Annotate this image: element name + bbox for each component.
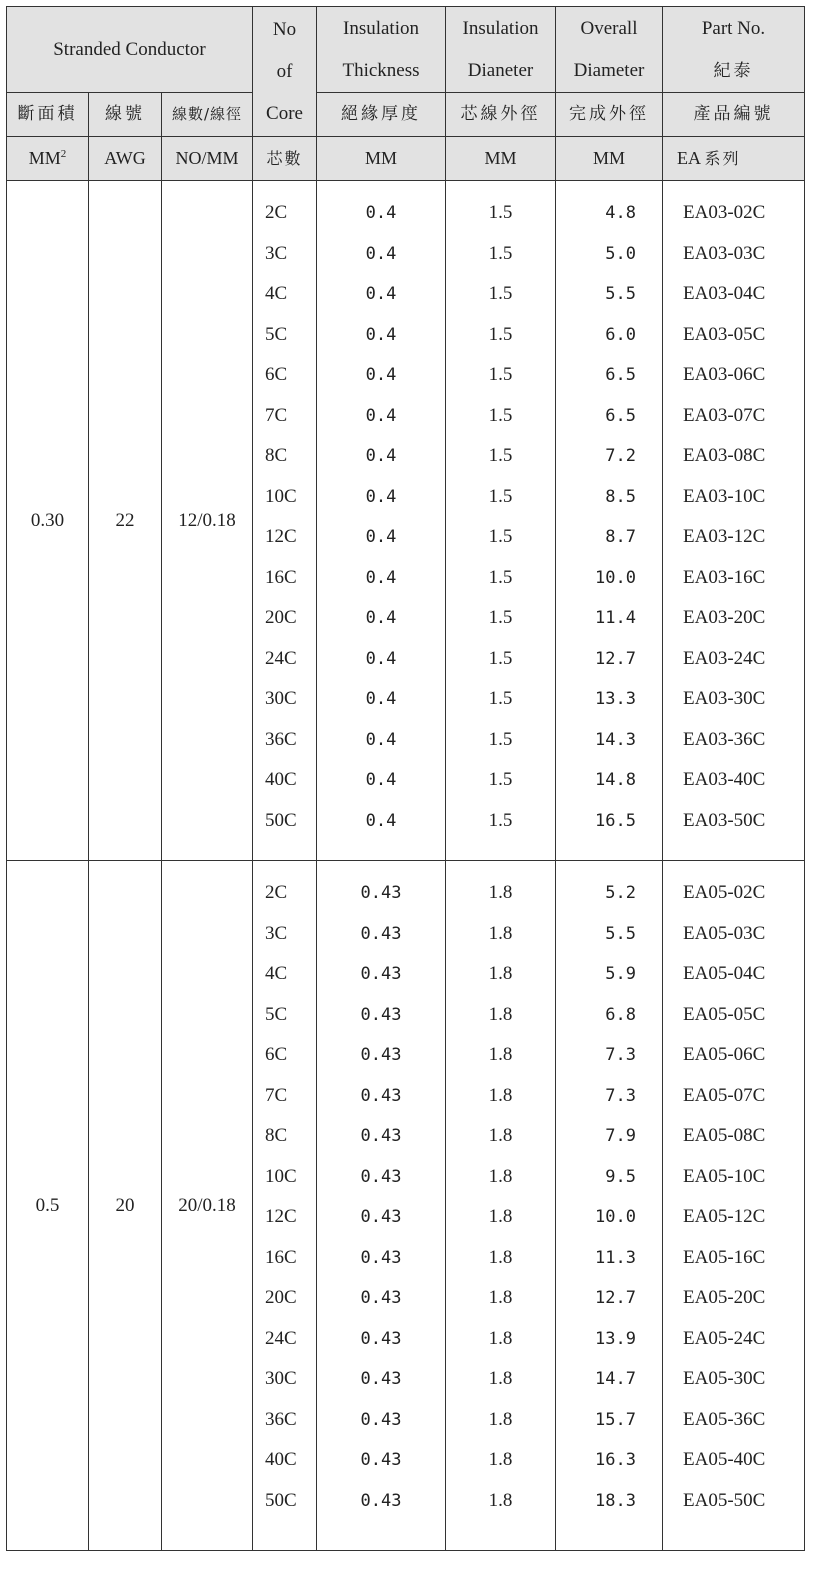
core-count: 2C	[265, 202, 288, 223]
core-count: 8C	[265, 1125, 288, 1146]
cross-section-value: 0.30	[7, 181, 89, 861]
part-number: EA05-05C	[683, 1003, 766, 1025]
insulation-thickness-value: 0.43	[360, 1207, 402, 1227]
core-count: 2C	[265, 882, 288, 903]
insulation-diameter-value: 1.5	[488, 647, 513, 669]
part-number: EA05-20C	[683, 1287, 766, 1308]
part-number: EA05-03C	[683, 922, 766, 944]
strand-value: 20/0.18	[162, 861, 253, 1551]
overall-diameter-value: 10.0	[595, 1207, 636, 1227]
overall-diameter-list	[556, 861, 662, 1521]
overall-diameter-value: 8.7	[605, 527, 636, 547]
insulation-thickness-value: 0.4	[365, 810, 397, 831]
insulation-thickness-line-1: Insulation	[343, 17, 419, 39]
insulation-diameter-value: 1.5	[488, 688, 513, 709]
part-number: EA03-24C	[683, 647, 766, 669]
part-number: EA03-04C	[683, 283, 766, 304]
overall-diameter-list	[556, 181, 662, 841]
core-count: 20C	[265, 1287, 297, 1308]
awg-value: 20	[89, 861, 162, 1551]
part-number: EA03-40C	[683, 769, 766, 790]
insulation-thickness-value: 0.43	[360, 1045, 402, 1065]
core-count: 4C	[265, 283, 288, 304]
awg-value: 22	[89, 181, 162, 861]
overall-diameter-value: 6.5	[605, 365, 636, 385]
overall-diameter-value: 7.3	[605, 1085, 636, 1106]
insulation-thickness-value: 0.4	[365, 203, 397, 223]
part-no-line-1: Part No.	[701, 17, 766, 39]
insulation-diameter-value: 1.5	[488, 769, 513, 790]
unit-mm2	[7, 137, 89, 181]
overall-diameter-line-1: Overall	[580, 17, 638, 39]
cross-section-value: 0.5	[7, 861, 89, 1551]
overall-diameter-value: 12.7	[595, 1288, 636, 1308]
unit-core-cn-text: 芯數	[266, 149, 303, 169]
part-number: EA05-24C	[683, 1327, 766, 1349]
insulation-thickness-list	[317, 181, 445, 841]
core-count: 24C	[265, 1327, 297, 1349]
insulation-diameter-value: 1.5	[488, 283, 513, 304]
insulation-thickness-header	[317, 7, 446, 93]
part-no-header	[663, 7, 805, 93]
cable-spec-sheet	[6, 6, 804, 1551]
part-number: EA05-16C	[683, 1246, 766, 1268]
core-count: 36C	[265, 728, 297, 750]
insulation-diameter-column	[446, 181, 556, 861]
stranded-conductor-header: Stranded Conductor	[7, 7, 253, 93]
insulation-thickness-column	[317, 861, 446, 1551]
core-count: 20C	[265, 607, 297, 628]
overall-diameter-value: 12.7	[595, 648, 636, 669]
insulation-thickness-value: 0.4	[365, 608, 397, 628]
core-count: 5C	[265, 1003, 288, 1025]
overall-diameter-value: 7.2	[605, 446, 636, 466]
insulation-thickness-value: 0.4	[365, 689, 397, 709]
overall-diameter-value: 18.3	[595, 1490, 636, 1511]
overall-diameter-value: 11.3	[595, 1247, 636, 1268]
insulation-thickness-column	[317, 181, 446, 861]
section-row-1	[7, 861, 805, 1551]
core-count: 12C	[265, 1206, 297, 1227]
insulation-thickness-value: 0.43	[360, 923, 402, 944]
overall-diameter-value: 14.8	[595, 770, 636, 790]
overall-diameter-column	[556, 861, 663, 1551]
overall-diameter-value: 7.3	[605, 1045, 636, 1065]
insulation-thickness-value: 0.43	[360, 964, 402, 984]
core-count: 50C	[265, 1489, 297, 1511]
no-of-core-line-3: Core	[266, 102, 303, 124]
insulation-diameter-value: 1.8	[488, 882, 513, 903]
overall-diameter-line-2: Diameter	[573, 59, 645, 81]
unit-no-mm: NO/MM	[162, 137, 253, 181]
header-row-chinese	[7, 93, 805, 137]
insulation-thickness-list	[317, 861, 445, 1521]
insulation-diameter-header	[446, 7, 556, 93]
overall-diameter-value: 6.5	[605, 405, 636, 426]
part-no-line-2: 紀泰	[713, 60, 754, 81]
part-number: EA03-50C	[683, 809, 766, 831]
core-count: 10C	[265, 1165, 297, 1187]
core-outer-diameter-cn-header: 芯線外徑	[446, 93, 556, 137]
core-count-column	[253, 181, 317, 861]
unit-series	[663, 137, 805, 181]
strand-cn-header: 線數/線徑	[162, 93, 253, 137]
insulation-diameter-value: 1.8	[488, 922, 513, 944]
part-number: EA03-30C	[683, 688, 766, 709]
insulation-thickness-value: 0.4	[365, 648, 397, 669]
insulation-thickness-value: 0.43	[360, 1004, 402, 1025]
part-number: EA03-10C	[683, 485, 766, 507]
core-count: 40C	[265, 1449, 297, 1470]
core-count-list	[253, 181, 316, 841]
part-number-column	[663, 181, 805, 861]
part-number: EA05-36C	[683, 1408, 766, 1430]
insulation-thickness-value: 0.4	[365, 446, 397, 466]
overall-diameter-value: 6.0	[605, 324, 636, 345]
core-count: 12C	[265, 526, 297, 547]
unit-awg: AWG	[89, 137, 162, 181]
part-number: EA03-05C	[683, 323, 766, 345]
overall-diameter-column	[556, 181, 663, 861]
unit-series-cn: 系列	[704, 149, 741, 169]
insulation-diameter-value: 1.5	[488, 607, 513, 628]
part-number: EA03-03C	[683, 242, 766, 264]
overall-diameter-header	[556, 7, 663, 93]
overall-diameter-value: 14.3	[595, 729, 636, 750]
insulation-thickness-value: 0.43	[360, 1288, 402, 1308]
overall-diameter-value: 13.9	[595, 1328, 636, 1349]
unit-core-cn	[253, 137, 317, 181]
insulation-diameter-value: 1.8	[488, 1084, 513, 1106]
insulation-thickness-value: 0.43	[360, 1450, 402, 1470]
insulation-diameter-column	[446, 861, 556, 1551]
overall-diameter-value: 5.9	[605, 964, 636, 984]
insulation-diameter-value: 1.8	[488, 1287, 513, 1308]
insulation-diameter-value: 1.5	[488, 809, 513, 831]
part-number: EA05-06C	[683, 1044, 766, 1065]
overall-diameter-value: 7.9	[605, 1126, 636, 1146]
part-number: EA03-20C	[683, 607, 766, 628]
insulation-thickness-cn-header: 絕緣厚度	[317, 93, 446, 137]
product-number-cn-header: 產品編號	[663, 93, 805, 137]
no-of-core-header	[253, 7, 317, 137]
overall-diameter-value: 5.5	[605, 923, 636, 944]
part-number: EA03-07C	[683, 404, 766, 426]
core-count: 24C	[265, 647, 297, 669]
insulation-diameter-value: 1.8	[488, 1125, 513, 1146]
insulation-thickness-value: 0.4	[365, 365, 397, 385]
insulation-thickness-value: 0.43	[360, 1328, 402, 1349]
overall-diameter-value: 14.7	[595, 1369, 636, 1389]
no-of-core-line-2: of	[276, 60, 293, 82]
overall-diameter-cn-header: 完成外徑	[556, 93, 663, 137]
insulation-diameter-value: 1.5	[488, 485, 513, 507]
insulation-thickness-value: 0.4	[365, 729, 397, 750]
core-count: 3C	[265, 922, 288, 944]
insulation-thickness-value: 0.43	[360, 1409, 402, 1430]
insulation-thickness-value: 0.43	[360, 1166, 402, 1187]
overall-diameter-value: 4.8	[605, 203, 636, 223]
overall-diameter-value: 15.7	[595, 1409, 636, 1430]
insulation-diameter-value: 1.5	[488, 526, 513, 547]
part-number: EA03-16C	[683, 566, 766, 588]
insulation-thickness-value: 0.4	[365, 486, 397, 507]
core-count-column	[253, 861, 317, 1551]
part-number: EA05-50C	[683, 1489, 766, 1511]
overall-diameter-value: 9.5	[605, 1166, 636, 1187]
part-number: EA05-04C	[683, 963, 766, 984]
insulation-diameter-value: 1.5	[488, 242, 513, 264]
overall-diameter-value: 5.0	[605, 243, 636, 264]
core-count: 7C	[265, 404, 288, 426]
part-number: EA05-02C	[683, 882, 766, 903]
part-number: EA03-36C	[683, 728, 766, 750]
insulation-thickness-value: 0.43	[360, 1369, 402, 1389]
insulation-diameter-value: 1.8	[488, 963, 513, 984]
insulation-diameter-value: 1.8	[488, 1408, 513, 1430]
insulation-diameter-value: 1.5	[488, 404, 513, 426]
insulation-diameter-value: 1.8	[488, 1044, 513, 1065]
insulation-diameter-value: 1.5	[488, 323, 513, 345]
insulation-thickness-value: 0.4	[365, 243, 397, 264]
insulation-thickness-value: 0.43	[360, 1247, 402, 1268]
insulation-diameter-value: 1.5	[488, 364, 513, 385]
insulation-thickness-value: 0.4	[365, 770, 397, 790]
insulation-thickness-line-2: Thickness	[342, 59, 420, 81]
overall-diameter-value: 16.5	[595, 810, 636, 831]
header-row-units	[7, 137, 805, 181]
unit-overall-diameter-mm: MM	[556, 137, 663, 181]
wire-gauge-cn-header: 線號	[89, 93, 162, 137]
overall-diameter-value: 5.5	[605, 284, 636, 304]
section-row-0	[7, 181, 805, 861]
insulation-diameter-value: 1.5	[488, 202, 513, 223]
unit-mm2-text: MM	[28, 148, 61, 169]
insulation-diameter-value: 1.8	[488, 1449, 513, 1470]
insulation-diameter-value: 1.8	[488, 1368, 513, 1389]
insulation-diameter-value: 1.5	[488, 445, 513, 466]
part-number: EA05-07C	[683, 1084, 766, 1106]
core-count: 16C	[265, 566, 297, 588]
insulation-diameter-value: 1.8	[488, 1489, 513, 1511]
part-number: EA03-02C	[683, 202, 766, 223]
core-count: 30C	[265, 1368, 297, 1389]
part-number-list	[663, 861, 804, 1521]
overall-diameter-value: 13.3	[595, 689, 636, 709]
overall-diameter-value: 8.5	[605, 486, 636, 507]
part-number: EA03-08C	[683, 445, 766, 466]
part-number: EA05-12C	[683, 1206, 766, 1227]
unit-mm2-superscript: 2	[60, 148, 67, 161]
unit-series-prefix: EA	[677, 148, 701, 169]
insulation-thickness-value: 0.43	[360, 1490, 402, 1511]
core-count: 6C	[265, 364, 288, 385]
core-count: 40C	[265, 769, 297, 790]
insulation-diameter-value: 1.5	[488, 728, 513, 750]
insulation-thickness-value: 0.4	[365, 527, 397, 547]
strand-value: 12/0.18	[162, 181, 253, 861]
core-count: 10C	[265, 485, 297, 507]
part-number-list	[663, 181, 804, 841]
core-count: 6C	[265, 1044, 288, 1065]
insulation-thickness-value: 0.43	[360, 1085, 402, 1106]
core-count: 8C	[265, 445, 288, 466]
insulation-thickness-value: 0.4	[365, 324, 397, 345]
part-number-column	[663, 861, 805, 1551]
insulation-diameter-line-1: Insulation	[462, 17, 539, 39]
insulation-diameter-value: 1.8	[488, 1246, 513, 1268]
insulation-thickness-value: 0.4	[365, 284, 397, 304]
insulation-diameter-value: 1.5	[488, 566, 513, 588]
insulation-diameter-value: 1.8	[488, 1003, 513, 1025]
core-count: 3C	[265, 242, 288, 264]
insulation-diameter-list	[446, 181, 555, 841]
overall-diameter-value: 11.4	[595, 608, 636, 628]
part-number: EA05-08C	[683, 1125, 766, 1146]
insulation-thickness-value: 0.43	[360, 883, 402, 903]
core-count: 50C	[265, 809, 297, 831]
core-count-list	[253, 861, 316, 1521]
insulation-diameter-value: 1.8	[488, 1327, 513, 1349]
header-row-english	[7, 7, 805, 93]
core-count: 4C	[265, 963, 288, 984]
insulation-diameter-value: 1.8	[488, 1206, 513, 1227]
overall-diameter-value: 6.8	[605, 1004, 636, 1025]
insulation-thickness-value: 0.4	[365, 567, 397, 588]
part-number: EA05-30C	[683, 1368, 766, 1389]
core-count: 16C	[265, 1246, 297, 1268]
insulation-diameter-line-2: Dianeter	[467, 59, 534, 81]
overall-diameter-value: 10.0	[595, 567, 636, 588]
overall-diameter-value: 5.2	[605, 883, 636, 903]
part-number: EA05-10C	[683, 1165, 766, 1187]
insulation-diameter-list	[446, 861, 555, 1521]
unit-thickness-mm: MM	[317, 137, 446, 181]
core-count: 36C	[265, 1408, 297, 1430]
part-number: EA03-12C	[683, 526, 766, 547]
part-number: EA03-06C	[683, 364, 766, 385]
unit-insulation-diameter-mm: MM	[446, 137, 556, 181]
insulation-thickness-value: 0.4	[365, 405, 397, 426]
insulation-diameter-value: 1.8	[488, 1165, 513, 1187]
no-of-core-line-1: No	[272, 18, 297, 40]
core-count: 7C	[265, 1084, 288, 1106]
core-count: 30C	[265, 688, 297, 709]
core-count: 5C	[265, 323, 288, 345]
cable-spec-table	[6, 6, 805, 1551]
overall-diameter-value: 16.3	[595, 1450, 636, 1470]
part-number: EA05-40C	[683, 1449, 766, 1470]
cross-section-cn-header: 斷面積	[7, 93, 89, 137]
insulation-thickness-value: 0.43	[360, 1126, 402, 1146]
